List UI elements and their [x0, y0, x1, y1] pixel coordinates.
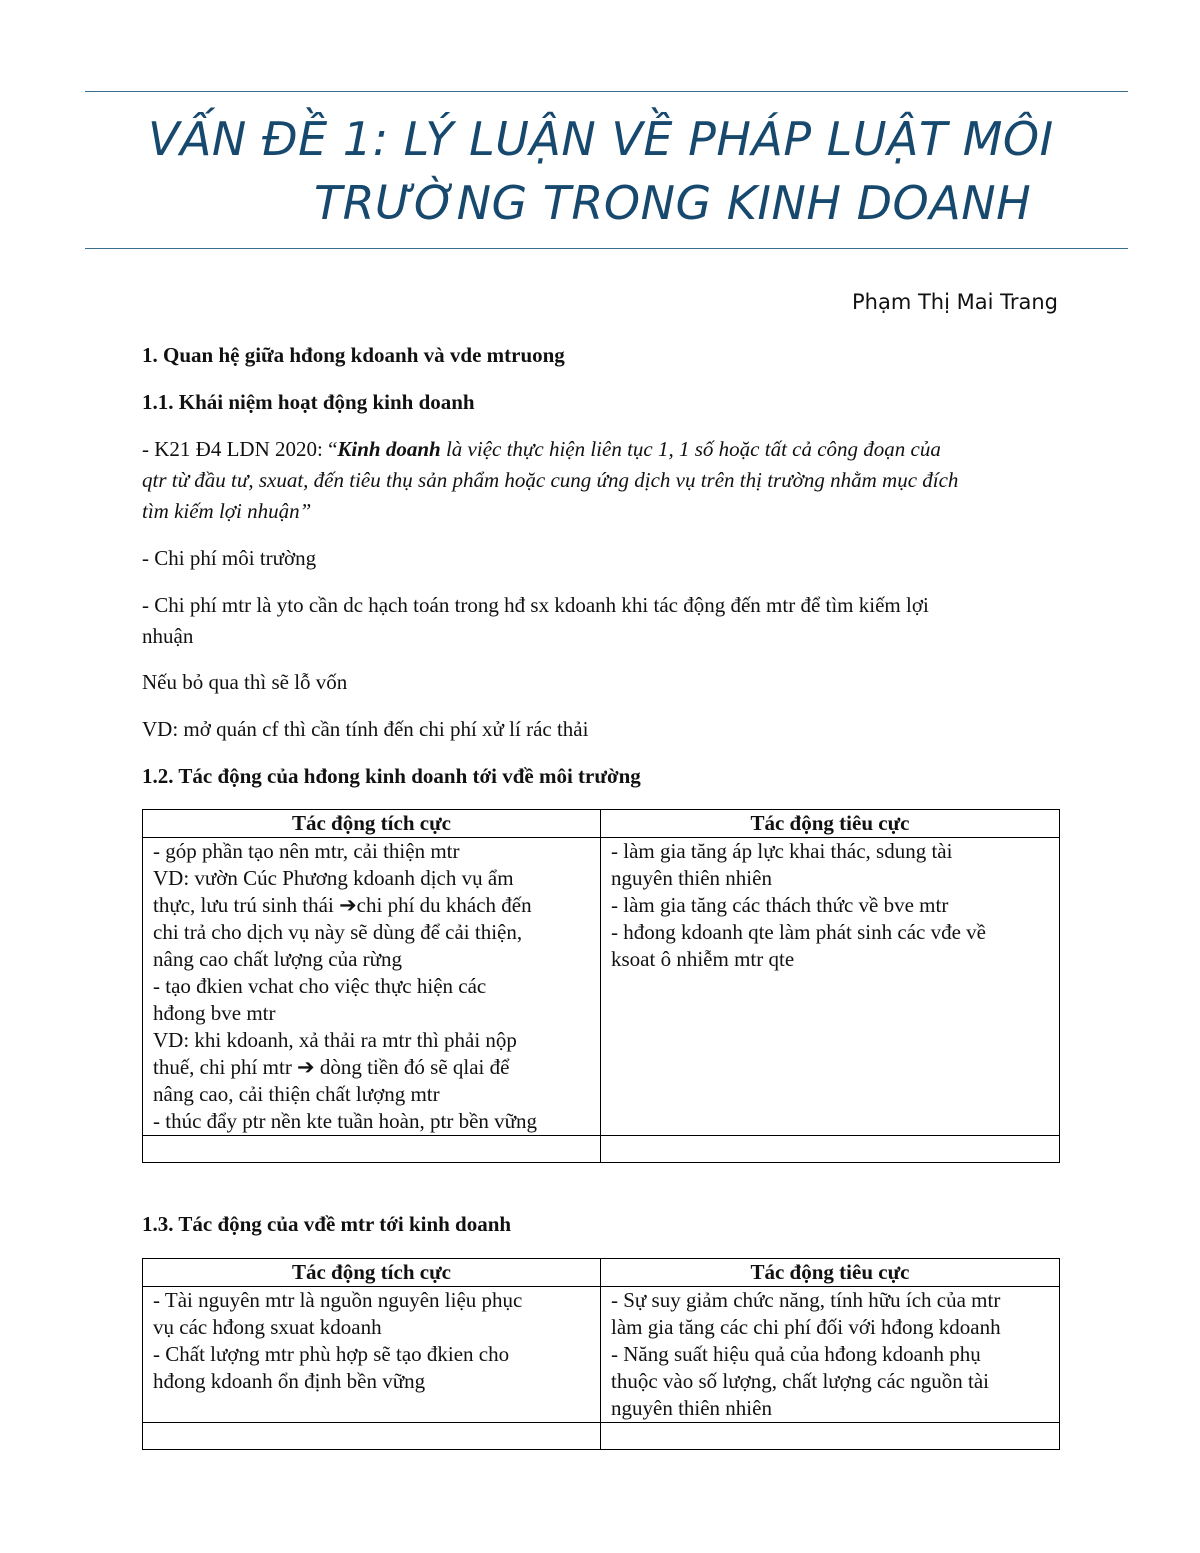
definition-line-1: là việc thực hiện liên tục 1, 1 số hoặc tất cả công đoạn của: [440, 437, 941, 461]
definition-prefix: - K21 Đ4 LDN 2020: “: [142, 437, 338, 461]
table1-header-negative: Tác động tiêu cực: [601, 810, 1060, 838]
table2-negative-cell: [601, 1287, 1060, 1423]
table1-empty-cell: [143, 1136, 601, 1163]
table1-header-positive: Tác động tích cực: [143, 810, 601, 838]
title-rule-bottom: [85, 248, 1128, 249]
document-title-line-1: VẤN ĐỀ 1: LÝ LUẬN VỀ PHÁP LUẬT MÔI: [148, 112, 1054, 166]
table-cell-line: - Chất lượng mtr phù hợp sẽ tạo đkien cho: [153, 1342, 510, 1366]
table2-positive-cell: [143, 1287, 601, 1423]
table-cell-line: thuế, chi phí mtr ➔ dòng tiền đó sẽ qlai để: [153, 1055, 510, 1079]
table-cell-line: - làm gia tăng các thách thức về bve mtr: [611, 893, 949, 917]
table-cell-line: chi trả cho dịch vụ này sẽ dùng để cải thiện,: [153, 920, 523, 944]
table-cell-line: - Tài nguyên mtr là nguồn nguyên liệu phục: [153, 1288, 523, 1312]
table1-negative-cell: [601, 838, 1060, 1136]
table-cell-line: - góp phần tạo nên mtr, cải thiện mtr: [153, 839, 460, 863]
definition-term: Kinh doanh: [337, 437, 441, 461]
definition-line-2: qtr từ đầu tư, sxuat, đến tiêu thụ sản phẩm hoặc cung ứng dịch vụ trên thị trường nhằm mục đích: [142, 468, 959, 492]
table-cell-line: nâng cao, cải thiện chất lượng mtr: [153, 1082, 440, 1106]
document-title-line-2: TRƯỜNG TRONG KINH DOANH: [314, 176, 1032, 230]
table-cell-line: - Sự suy giảm chức năng, tính hữu ích của mtr: [611, 1288, 1001, 1312]
cost-heading: - Chi phí môi trường: [142, 546, 317, 570]
table-cell-line: thực, lưu trú sinh thái ➔chi phí du khách đến: [153, 893, 532, 917]
table-cell-line: - thúc đẩy ptr nền kte tuần hoàn, ptr bền vững: [153, 1109, 538, 1133]
table-cell-line: - hđong kdoanh qte làm phát sinh các vđe về: [611, 920, 986, 944]
section-heading-1-2: 1.2. Tác động của hđong kinh doanh tới vđề môi trường: [142, 764, 641, 788]
table-cell-line: thuộc vào số lượng, chất lượng các nguồn tài: [611, 1369, 989, 1393]
cost-line-1: - Chi phí mtr là yto cần dc hạch toán trong hđ sx kdoanh khi tác động đến mtr để tìm kiếm lợi: [142, 593, 929, 617]
table-cell-line: nguyên thiên nhiên: [611, 1396, 772, 1420]
table-cell-line: hđong bve mtr: [153, 1001, 276, 1025]
section-heading-1: 1. Quan hệ giữa hđong kdoanh và vde mtruong: [142, 343, 565, 367]
table2-empty-cell: [601, 1423, 1060, 1450]
table2-header-negative: Tác động tiêu cực: [601, 1259, 1060, 1287]
title-rule-top: [85, 91, 1128, 92]
table-cell-line: - Năng suất hiệu quả của hđong kdoanh phụ: [611, 1342, 981, 1366]
table1-positive-cell: [143, 838, 601, 1136]
section-heading-1-1: 1.1. Khái niệm hoạt động kinh doanh: [142, 390, 475, 414]
cost-paragraph: [142, 590, 1062, 652]
author-name: Phạm Thị Mai Trang: [851, 290, 1058, 314]
table-cell-line: vụ các hđong sxuat kdoanh: [153, 1315, 382, 1339]
example-paragraph: VD: mở quán cf thì cần tính đến chi phí xử lí rác thải: [142, 717, 589, 741]
section-heading-1-3: 1.3. Tác động của vđề mtr tới kinh doanh: [142, 1212, 512, 1236]
table-cell-line: - tạo đkien vchat cho việc thực hiện các: [153, 974, 487, 998]
table2-header-positive: Tác động tích cực: [143, 1259, 601, 1287]
table-cell-line: VD: vườn Cúc Phương kdoanh dịch vụ ẩm: [153, 866, 514, 890]
loss-paragraph: Nếu bỏ qua thì sẽ lỗ vốn: [142, 670, 348, 694]
table-cell-line: - làm gia tăng áp lực khai thác, sdung tài: [611, 839, 953, 863]
definition-paragraph: [142, 434, 1062, 527]
table-cell-line: VD: khi kdoanh, xả thải ra mtr thì phải nộp: [153, 1028, 517, 1052]
table1-empty-cell: [601, 1136, 1060, 1163]
definition-line-3: tìm kiếm lợi nhuận”: [142, 499, 312, 523]
table-cell-line: nguyên thiên nhiên: [611, 866, 772, 890]
table-cell-line: làm gia tăng các chi phí đối với hđong kdoanh: [611, 1315, 1001, 1339]
impact-table-environment-on-business: [142, 1258, 1060, 1450]
table2-empty-cell: [143, 1423, 601, 1450]
impact-table-business-on-environment: [142, 809, 1060, 1163]
table-cell-line: ksoat ô nhiễm mtr qte: [611, 947, 795, 971]
table-cell-line: nâng cao chất lượng của rừng: [153, 947, 403, 971]
table-cell-line: hđong kdoanh ổn định bền vững: [153, 1369, 426, 1393]
cost-line-2: nhuận: [142, 624, 194, 648]
